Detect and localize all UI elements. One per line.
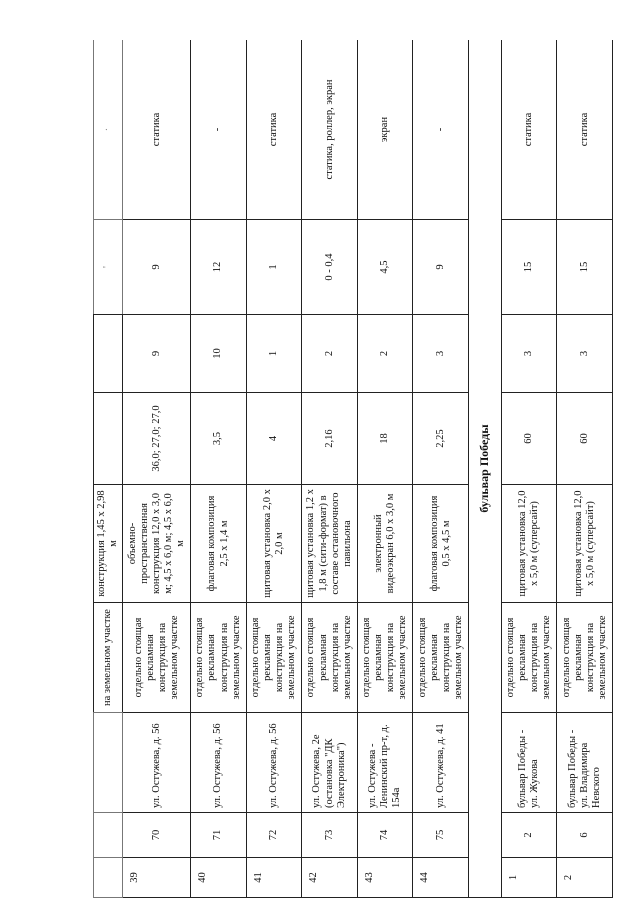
address-cell: бульвар Победы - ул. Владимира Невского xyxy=(557,713,613,813)
info-cell: статика xyxy=(246,40,302,220)
type-cell: отдельно стоящая рекламная конструкция на земельном участке xyxy=(246,603,302,713)
count-cell: 15 xyxy=(501,220,557,315)
type-cell: отдельно стоящая рекламная конструкция на земельном участке xyxy=(302,603,358,713)
type-cell: отдельно стоящая рекламная конструкция на земельном участке xyxy=(357,603,413,713)
count-cell: 3 xyxy=(501,315,557,393)
count-cell: 3 xyxy=(557,315,613,393)
structure-number-cell: 75 xyxy=(413,813,469,858)
description-cell: объемно-пространственная конструкция 12,0 х 3,0 м; 4,5 х 6,0 м; 4,5 х 6,0 м xyxy=(123,485,191,603)
size-cell: конструкция 1,45 х 2,98 м xyxy=(94,485,123,603)
structure-number-cell: 73 xyxy=(302,813,358,858)
info-cell: статика, роллер, экран xyxy=(302,40,358,220)
row-number-cell: 39 xyxy=(123,858,191,898)
count-cell: 12 xyxy=(191,220,247,315)
address-cell: ул. Остужева, д. 56 xyxy=(246,713,302,813)
area-cell: 2,16 xyxy=(302,393,358,485)
type-cell: отдельно стоящая рекламная конструкция на земельном участке xyxy=(123,603,191,713)
count-cell: 0 - 0,4 xyxy=(302,220,358,315)
structure-number-cell: 71 xyxy=(191,813,247,858)
count-cell: 2 xyxy=(302,315,358,393)
row-number-cell: 44 xyxy=(413,858,469,898)
count-cell: 9 xyxy=(123,315,191,393)
address-cell: ул. Остужева, 2е (остановка "ДК Электроника") xyxy=(302,713,358,813)
description-cell: щитовая установка 2,0 х 2,0 м xyxy=(246,485,302,603)
area-cell: 4 xyxy=(246,393,302,485)
address-cell: ул. Остужева - Ленинский пр-т, д. 154а xyxy=(357,713,413,813)
count-cell: 1 xyxy=(246,220,302,315)
row-number-cell: 42 xyxy=(302,858,358,898)
count-cell: 4,5 xyxy=(357,220,413,315)
row-number-cell: 1 xyxy=(501,858,557,898)
info-cell: экран xyxy=(357,40,413,220)
table-row xyxy=(94,40,123,898)
info-cell: · xyxy=(94,40,123,220)
count-cell: 1 xyxy=(246,315,302,393)
table-row xyxy=(501,40,557,898)
description-cell: щитовая установка 12,0 х 5,0 м (суперсайт) xyxy=(501,485,557,603)
description-cell: щитовая установка 12,0 х 5,0 м (суперсайт) xyxy=(557,485,613,603)
address-cell: бульвар Победы - ул. Жукова xyxy=(501,713,557,813)
section-title: бульвар Победы xyxy=(468,40,501,898)
row-number-cell xyxy=(94,858,123,898)
area-cell xyxy=(94,393,123,485)
area-cell: 60 xyxy=(557,393,613,485)
structure-number-cell: 6 xyxy=(557,813,613,858)
count-cell xyxy=(94,315,123,393)
info-cell: статика xyxy=(557,40,613,220)
info-cell: - xyxy=(413,40,469,220)
section-row xyxy=(468,40,501,898)
row-number-cell: 40 xyxy=(191,858,247,898)
type-cell: отдельно стоящая рекламная конструкция на земельном участке xyxy=(501,603,557,713)
structure-number-cell xyxy=(94,813,123,858)
row-number-cell: 2 xyxy=(557,858,613,898)
info-cell: статика xyxy=(123,40,191,220)
count-cell: 9 xyxy=(123,220,191,315)
count-cell: 9 xyxy=(413,220,469,315)
count-cell: 2 xyxy=(357,315,413,393)
description-cell: флаговая композиция 2,5 х 1,4 м xyxy=(191,485,247,603)
advertising-structures-table xyxy=(93,40,613,898)
address-cell xyxy=(94,713,123,813)
type-cell: отдельно стоящая рекламная конструкция на земельном участке xyxy=(557,603,613,713)
location-cell: на земельном участке xyxy=(94,603,123,713)
table-row xyxy=(413,40,469,898)
address-cell: ул. Остужева, д. 56 xyxy=(123,713,191,813)
table-row xyxy=(191,40,247,898)
type-cell: отдельно стоящая рекламная конструкция на земельном участке xyxy=(191,603,247,713)
structure-number-cell: 70 xyxy=(123,813,191,858)
table-row xyxy=(557,40,613,898)
structure-number-cell: 2 xyxy=(501,813,557,858)
description-cell: флаговая композиция 0,5 х 4,5 м xyxy=(413,485,469,603)
row-number-cell: 41 xyxy=(246,858,302,898)
count-cell: ' xyxy=(94,220,123,315)
row-number-cell: 43 xyxy=(357,858,413,898)
table-row xyxy=(123,40,191,898)
address-cell: ул. Остужева, д. 41 xyxy=(413,713,469,813)
address-cell: ул. Остужева, д. 56 xyxy=(191,713,247,813)
table-row xyxy=(302,40,358,898)
count-cell: 10 xyxy=(191,315,247,393)
area-cell: 3,5 xyxy=(191,393,247,485)
info-cell: - xyxy=(191,40,247,220)
table-row xyxy=(357,40,413,898)
area-cell: 2,25 xyxy=(413,393,469,485)
description-cell: электронный видеоэкран 6,0 х 3,0 м xyxy=(357,485,413,603)
info-cell: статика xyxy=(501,40,557,220)
table-row xyxy=(246,40,302,898)
area-cell: 60 xyxy=(501,393,557,485)
type-cell: отдельно стоящая рекламная конструкция на земельном участке xyxy=(413,603,469,713)
rotated-table-frame xyxy=(93,40,613,898)
count-cell: 3 xyxy=(413,315,469,393)
description-cell: щитовая установка 1,2 х 1,8 м (сити-формат) в составе остановочного павильона xyxy=(302,485,358,603)
structure-number-cell: 72 xyxy=(246,813,302,858)
area-cell: 36,0; 27,0; 27,0 xyxy=(123,393,191,485)
count-cell: 15 xyxy=(557,220,613,315)
structure-number-cell: 74 xyxy=(357,813,413,858)
page xyxy=(93,40,613,898)
area-cell: 18 xyxy=(357,393,413,485)
